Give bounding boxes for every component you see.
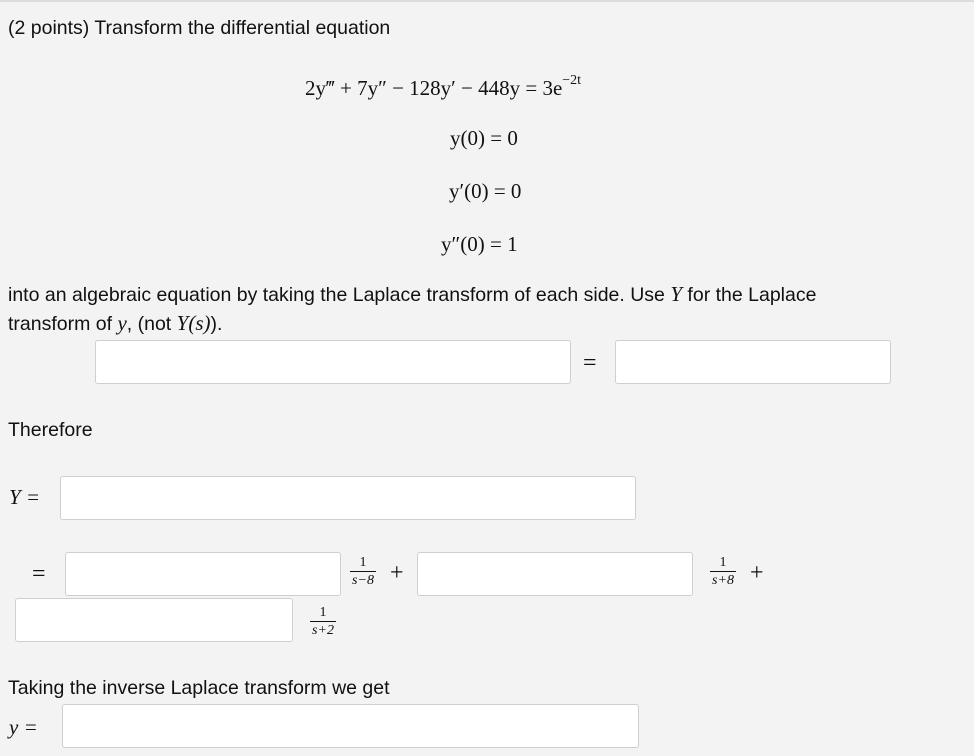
instruction-var-y: y [117, 311, 127, 335]
fraction-2-denominator: s+8 [712, 573, 734, 588]
instruction-text-d: , (not [126, 313, 177, 335]
transform-equals-sign: = [583, 350, 597, 376]
transform-left-input[interactable] [95, 340, 571, 384]
fraction-3-denominator: s+2 [312, 623, 334, 638]
Y-label [9, 484, 40, 510]
Y-answer-input[interactable] [60, 476, 636, 520]
fraction-1 [346, 556, 380, 588]
coefficient-1-input[interactable] [65, 552, 341, 596]
question-intro: (2 points) Transform the differential equation [8, 17, 391, 39]
instruction-text-b: for the Laplace [682, 284, 817, 306]
fraction-1-bar [350, 571, 376, 572]
fraction-1-denominator: s−8 [352, 573, 374, 588]
fraction-1-numerator: 1 [359, 555, 367, 570]
fraction-3 [306, 606, 340, 638]
top-divider [0, 0, 974, 2]
partial-fraction-equals: = [32, 561, 46, 587]
instruction-var-Y: Y [670, 282, 683, 306]
fraction-2-bar [710, 571, 736, 572]
fraction-2 [706, 556, 740, 588]
inverse-transform-label: Taking the inverse Laplace transform we get [8, 677, 390, 699]
differential-equation [305, 71, 581, 101]
initial-condition-2: y′(0) = 0 [449, 179, 522, 203]
differential-equation-text: 2y‴ + 7y″ − 128y′ − 448y = 3e [305, 76, 563, 100]
plus-sign-2: + [750, 560, 764, 586]
initial-condition-1: y(0) = 0 [450, 126, 518, 150]
therefore-label: Therefore [8, 419, 93, 441]
Y-label-text: Y = [9, 485, 41, 509]
transform-right-input[interactable] [615, 340, 891, 384]
y-label [9, 714, 38, 740]
instruction-text-c: transform of [8, 313, 118, 335]
coefficient-2-input[interactable] [417, 552, 693, 596]
fraction-3-numerator: 1 [319, 605, 327, 620]
y-answer-input[interactable] [62, 704, 639, 748]
instruction-var-Ys: Y(s) [176, 311, 211, 335]
fraction-2-numerator: 1 [719, 555, 727, 570]
instruction-text-a: into an algebraic equation by taking the Laplace transform of each side. Use [8, 284, 671, 306]
coefficient-3-input[interactable] [15, 598, 293, 642]
initial-condition-3: y″(0) = 1 [441, 232, 518, 256]
instruction-line-2 [8, 311, 222, 336]
exponent: −2t [562, 73, 582, 88]
plus-sign-1: + [390, 560, 404, 586]
instruction-text-e: ). [210, 313, 223, 335]
fraction-3-bar [310, 621, 336, 622]
instruction-line-1 [8, 282, 816, 307]
y-label-text: y = [9, 715, 38, 739]
